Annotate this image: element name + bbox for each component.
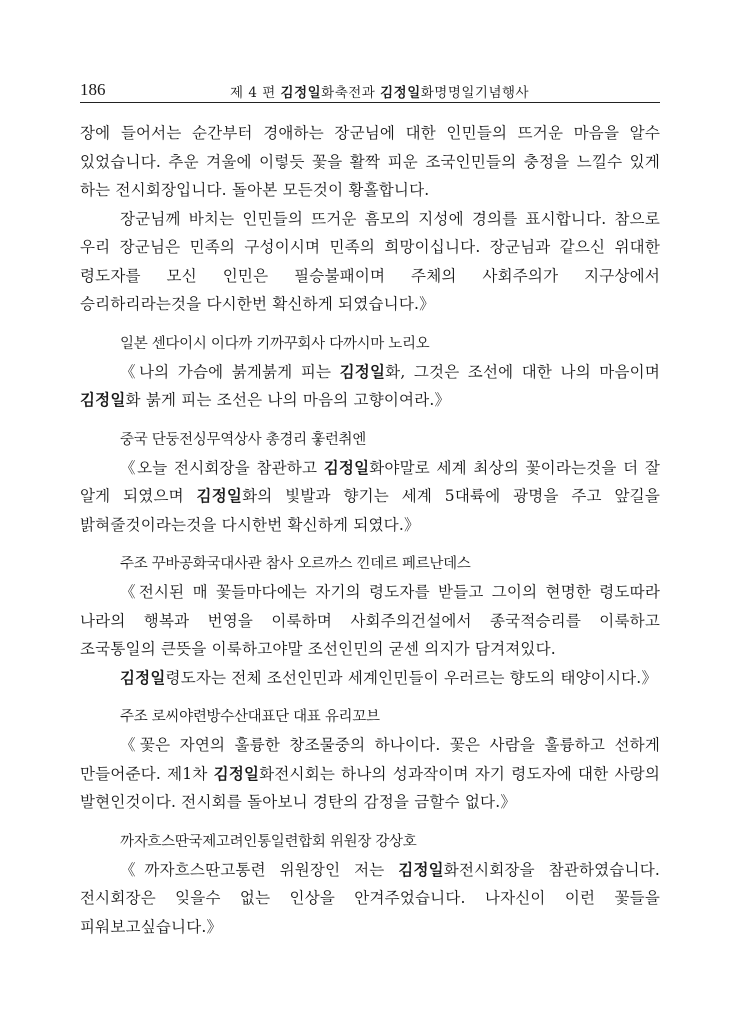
body-paragraph <box>80 205 660 319</box>
paragraph-text: 《전시된 매 꽃들마다에는 자기의 령도자를 받들고 그이의 현명한 령도따라 나라의 행복과 번영을 이룩하며 사회주의건설에서 종국적승리를 이룩하고 조국통일의 큰뜻을 이룩하고야말 조선인민의 굳센 의지가 담겨져있다. <box>80 583 660 658</box>
running-title-name: 김정일 <box>380 85 421 101</box>
leader-name: 김정일 <box>120 668 166 687</box>
paragraph-text: 화의 빛발과 향기는 세계 5대륙에 광명을 주고 앞길을 밝혀줄것이라는것을 다시한번 확신하게 되였다.》 <box>80 487 661 534</box>
speaker-attribution: 일본 센다이시 이다까 기까꾸회사 다까시마 노리오 <box>120 335 430 352</box>
document-page <box>80 80 660 941</box>
running-title-text: 화명명일기념행사 <box>420 85 530 101</box>
paragraph-text: 화전시회장을 참관하였습니다. 전시회장은 잊을수 없는 인상을 안겨주었습니다. 나자신이 이런 꽃들을 피워보고싶습니다.》 <box>80 860 660 936</box>
body-paragraph <box>80 358 660 415</box>
speaker-attribution: 중국 단둥전싱무역상사 총경리 훟런취엔 <box>120 431 366 448</box>
leader-name: 김정일 <box>323 458 370 477</box>
paragraph-text: 화야말로 세계 최상의 꽃이라는것을 더 잘 알게 되였으며 <box>80 458 660 505</box>
paragraph-text: 장에 들어서는 순간부터 경애하는 장군님에 대한 인민들의 뜨거운 마음을 알수 있었습니다. 추운 겨울에 이렇듯 꽃을 활짝 피운 조국인민들의 충정을 느낄수 있게 하는 전시회장입니다. 돌아본 모든것이 황홀합니다. <box>80 124 660 199</box>
leader-name: 김정일 <box>398 860 444 879</box>
paragraph-text: 화전시회는 하나의 성과작이며 자기 령도자에 대한 사랑의 발현인것이다. 전시회를 돌아보니 경탄의 감정을 금할수 없다.》 <box>80 764 661 811</box>
body-paragraph <box>80 454 660 540</box>
paragraph-text: 《꽃은 자연의 훌륭한 창조물중의 하나이다. 꽃은 사람을 훌륭하고 선하게 만들어준다. 제1차 <box>80 736 660 783</box>
leader-name: 김정일 <box>213 764 260 783</box>
paragraph-text: 《나의 가슴에 붉게붉게 피는 <box>120 362 340 381</box>
running-title-text: 화축전과 <box>321 85 381 101</box>
running-title-text: 제 4 편 <box>230 85 281 101</box>
body-paragraph <box>80 731 660 817</box>
paragraph-text: 화 붉게 피는 조선은 나의 마음의 고향이여라.》 <box>125 391 451 409</box>
page-body <box>80 119 660 941</box>
speaker-attribution: 까자흐스딴국제고려인통일련합회 위원장 강상호 <box>120 833 417 850</box>
speaker-attribution: 주조 꾸바공화국대사관 참사 오르까스 낀데르 페르난데스 <box>120 556 471 572</box>
page-number: 186 <box>80 80 106 99</box>
page-header <box>80 80 660 103</box>
paragraph-text: 화, 그것은 조선에 대한 나의 마음이며 <box>385 362 660 381</box>
body-paragraph <box>80 119 660 205</box>
body-paragraph <box>80 578 660 664</box>
paragraph-text: 령도자는 전체 조선인민과 세계인민들이 우러르는 향도의 태양이시다.》 <box>165 668 658 687</box>
speaker-attribution: 주조 로씨야련방수산대표단 대표 유리꼬브 <box>120 709 380 725</box>
body-paragraph <box>80 856 660 942</box>
paragraph-text: 장군님께 바치는 인민들의 뜨거운 흠모의 지성에 경의를 표시합니다. 참으로 우리 장군님은 민족의 구성이시며 민족의 희망이십니다. 장군님과 같으신 위대한 령도자를 모신 인민은 필승불패이며 주체의 사회주의가 지구상에서 승리하리라는것을 다시한번 확신하게 되였습니다.》 <box>80 209 660 313</box>
leader-name: 김정일 <box>339 362 386 381</box>
leader-name: 김정일 <box>80 391 126 409</box>
paragraph-text: 《오늘 전시회장을 참관하고 <box>120 458 324 477</box>
paragraph-text: 《까자흐스딴고통련 위원장인 저는 <box>120 860 399 879</box>
leader-name: 김정일 <box>196 487 243 505</box>
running-title <box>230 81 529 101</box>
body-paragraph <box>80 664 660 693</box>
running-title-name: 김정일 <box>280 85 322 101</box>
